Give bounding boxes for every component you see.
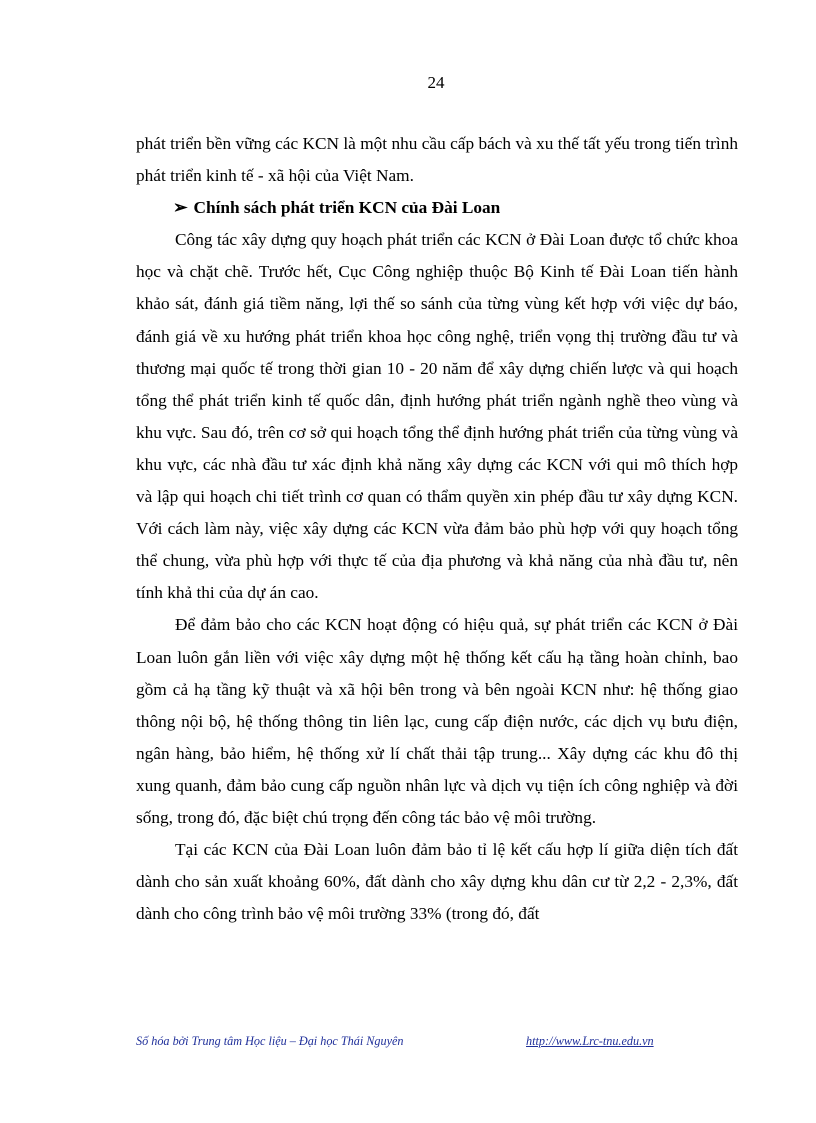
document-body: [136, 128, 738, 930]
section-heading: [136, 192, 738, 224]
arrow-bullet-icon: ➢: [173, 198, 188, 218]
section-heading-text: Chính sách phát triển KCN của Đài Loan: [193, 198, 501, 218]
paragraph-land-ratio: Tại các KCN của Đài Loan luôn đảm bảo tỉ lệ kết cấu hợp lí giữa diện tích đất dành cho sản xuất khoảng 60%, đất dành cho xây dựng khu dân cư từ 2,2 - 2,3%, đất dành cho công trình bảo vệ môi trường 33% (trong đó, đất: [136, 840, 738, 924]
paragraph-planning: Công tác xây dựng quy hoạch phát triển các KCN ở Đài Loan được tổ chức khoa học và chặt chẽ. Trước hết, Cục Công nghiệp thuộc Bộ Kinh tế Đài Loan tiến hành khảo sát, đánh giá tiềm năng, lợi thế so sánh của từng vùng kết hợp với việc dự báo, đánh giá về xu hướng phát triển khoa học công nghệ, triển vọng thị trường đầu tư và thương mại quốc tế trong thời gian 10 - 20 năm để xây dựng chiến lược và qui hoạch tổng thể phát triển kinh tế quốc dân, định hướng phát triển ngành nghề theo vùng và khu vực. Sau đó, trên cơ sở qui hoạch tổng thể định hướng phát triển của từng vùng và khu vực, các nhà đầu tư xác định khả năng xây dựng các KCN với qui mô thích hợp và lập qui hoạch chi tiết trình cơ quan có thẩm quyền xin phép đầu tư xây dựng KCN. Với cách làm này, việc xây dựng các KCN vừa đảm bảo phù hợp với quy hoạch tổng thể chung, vừa phù hợp với thực tế của địa phương và khả năng của nhà đầu tư, nên tính khả thi của dự án cao.: [136, 230, 738, 603]
footer-link[interactable]: http://www.Lrc-tnu.edu.vn: [526, 1034, 654, 1048]
paragraph-infrastructure: Để đảm bảo cho các KCN hoạt động có hiệu quả, sự phát triển các KCN ở Đài Loan luôn gắn liền với việc xây dựng một hệ thống kết cấu hạ tầng hoàn chỉnh, bao gồm cả hạ tầng kỹ thuật và xã hội bên trong và bên ngoài KCN như: hệ thống giao thông nội bộ, hệ thống thông tin liên lạc, cung cấp điện nước, các dịch vụ bưu điện, ngân hàng, bảo hiểm, hệ thống xử lí chất thải tập trung... Xây dựng các khu đô thị xung quanh, đảm bảo cung cấp nguồn nhân lực và dịch vụ tiện ích công nghiệp và đời sống, trong đó, đặc biệt chú trọng đến công tác bảo vệ môi trường.: [136, 615, 738, 827]
footer-credit: Số hóa bởi Trung tâm Học liệu – Đại học Thái Nguyên: [136, 1034, 404, 1048]
page-number: 24: [427, 73, 445, 92]
continuation-paragraph: phát triển bền vững các KCN là một nhu cầu cấp bách và xu thế tất yếu trong tiến trình phát triển kinh tế - xã hội của Việt Nam.: [136, 134, 738, 186]
